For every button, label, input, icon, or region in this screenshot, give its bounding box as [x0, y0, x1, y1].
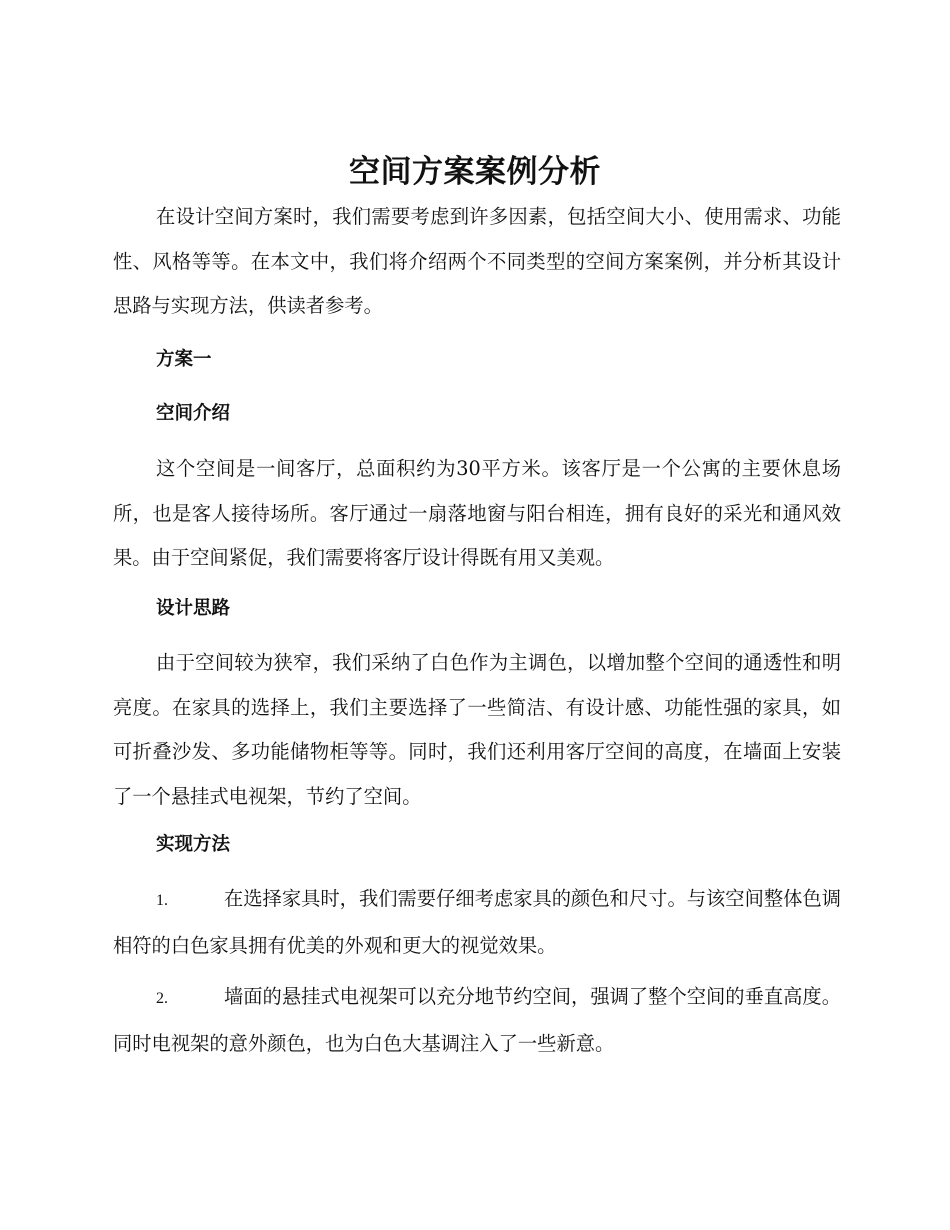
subheading-design-idea: 设计思路 [156, 598, 231, 619]
document-title: 空间方案案例分析 [349, 154, 601, 190]
section-heading-plan-one: 方案一 [156, 349, 212, 370]
subheading-implementation: 实现方法 [156, 834, 231, 855]
list-item [113, 877, 841, 968]
list-item-number: 1. [156, 892, 168, 909]
list-item-text: 在选择家具时，我们需要仔细考虑家具的颜色和尺寸。与该空间整体色调相符的白色家具拥有优美的外观和更大的视觉效果。 [113, 887, 841, 957]
list-item-number: 2. [156, 990, 168, 1007]
subheading-space-intro: 空间介绍 [156, 403, 231, 424]
intro-paragraph: 在设计空间方案时，我们需要考虑到许多因素，包括空间大小、使用需求、功能性、风格等等。在本文中，我们将介绍两个不同类型的空间方案案例，并分析其设计思路与实现方法，供读者参考。 [113, 205, 841, 317]
list-item [113, 975, 841, 1066]
list-item-text: 墙面的悬挂式电视架可以充分地节约空间，强调了整个空间的垂直高度。同时电视架的意外颜色，也为白色大基调注入了一些新意。 [113, 985, 841, 1055]
space-intro-paragraph: 这个空间是一间客厅，总面积约为30平方米。该客厅是一个公寓的主要休息场所，也是客人接待场所。客厅通过一扇落地窗与阳台相连，拥有良好的采光和通风效果。由于空间紧促，我们需要将客厅设计得既有用又美观。 [113, 457, 841, 569]
design-paragraph: 由于空间较为狭窄，我们采纳了白色作为主调色，以增加整个空间的通透性和明亮度。在家具的选择上，我们主要选择了一些简洁、有设计感、功能性强的家具，如可折叠沙发、多功能储物柜等等。同时，我们还利用客厅空间的高度，在墙面上安装了一个悬挂式电视架，节约了空间。 [113, 651, 841, 808]
